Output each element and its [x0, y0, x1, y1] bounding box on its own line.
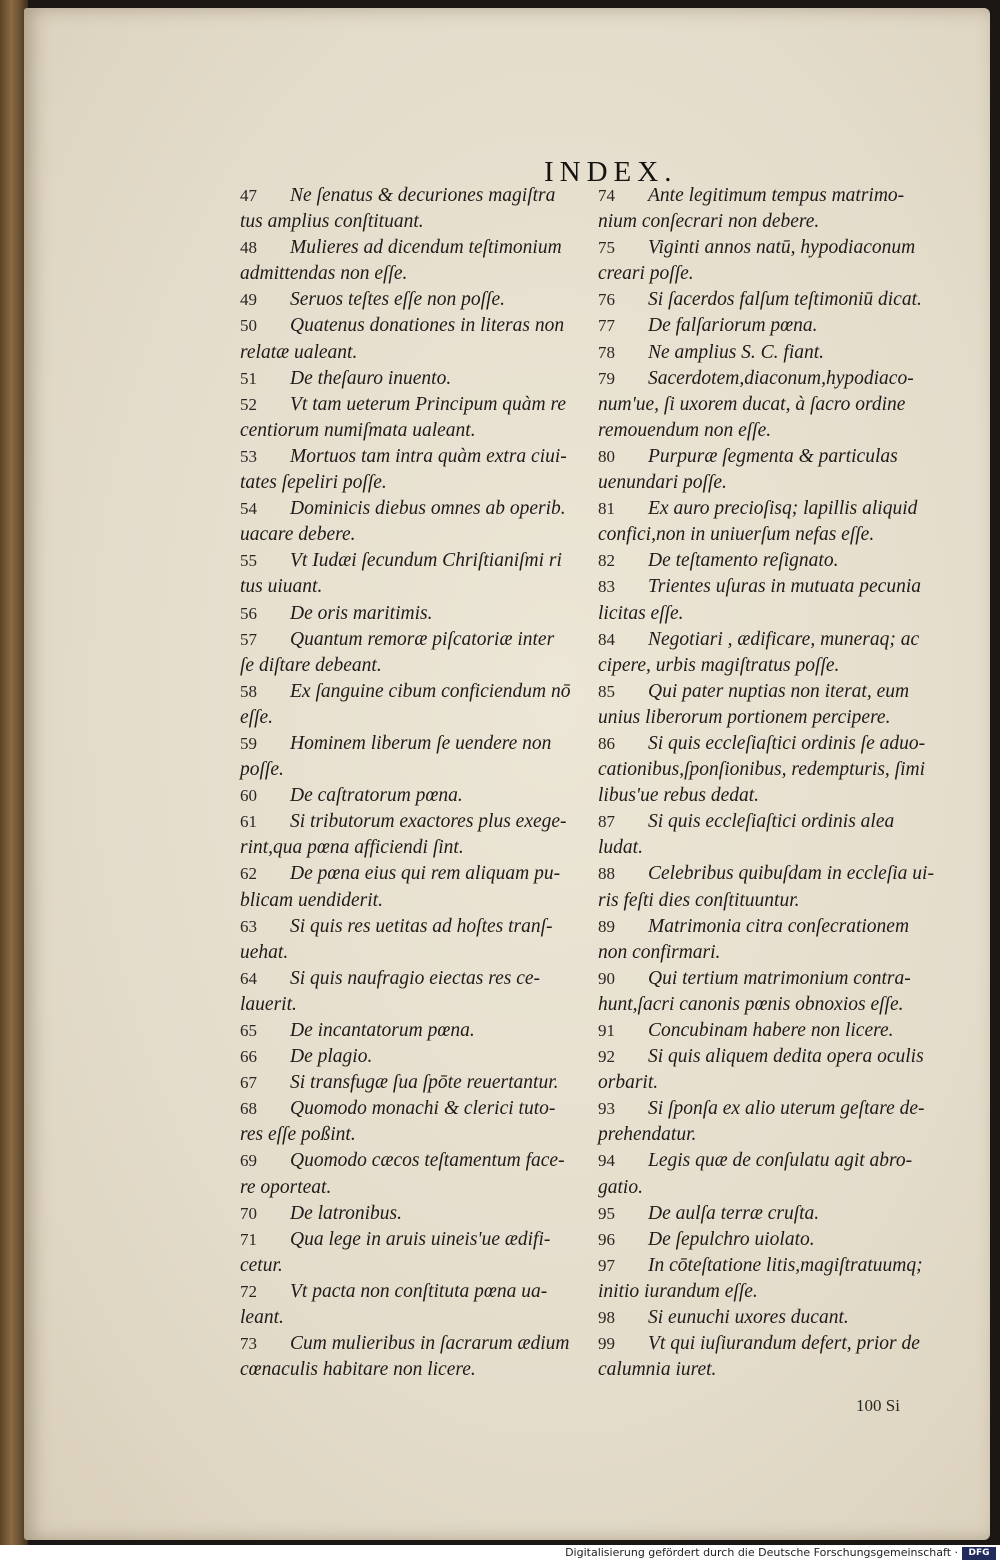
index-entry	[240, 679, 590, 731]
entry-first-line	[598, 1331, 948, 1357]
entry-text: De latronibus.	[290, 1202, 402, 1224]
index-entry	[598, 235, 948, 287]
index-entry	[240, 1096, 590, 1148]
entry-text: calumnia iuret.	[598, 1359, 717, 1381]
entry-text: Vt tam ueterum Principum quàm re	[290, 393, 567, 415]
entry-first-line	[240, 1227, 590, 1253]
entry-text: licitas eſſe.	[598, 602, 684, 624]
entry-text: uehat.	[240, 941, 289, 963]
index-entry	[240, 627, 590, 679]
entry-text: re oporteat.	[240, 1176, 332, 1198]
entry-first-line	[598, 444, 948, 470]
entry-number: 99	[598, 1334, 615, 1354]
entry-number: 83	[598, 577, 615, 597]
entry-text: Quantum remoræ piſcatoriæ inter	[290, 628, 555, 650]
entry-first-line	[240, 783, 590, 809]
entry-continuation-line	[598, 522, 948, 548]
index-entry	[240, 809, 590, 861]
entry-continuation-line	[240, 653, 590, 679]
entry-text: cationibus,ſponſionibus, redempturis, ſimi	[598, 759, 925, 781]
entry-first-line	[240, 679, 590, 705]
index-entry	[240, 914, 590, 966]
index-entry	[598, 548, 948, 574]
entry-text: De theſauro inuento.	[290, 367, 452, 389]
entry-first-line	[598, 1201, 948, 1227]
entry-continuation-line	[598, 653, 948, 679]
entry-first-line	[598, 1305, 948, 1331]
entry-continuation-line	[598, 261, 948, 287]
entry-continuation-line	[240, 261, 590, 287]
entry-text: Celebribus quibuſdam in eccleſia ui-	[648, 863, 934, 885]
entry-text: Ne amplius S. C. fiant.	[648, 341, 825, 363]
entry-text: prehendatur.	[598, 1124, 697, 1146]
entry-text: Qua lege in aruis uineis'ue ædifi-	[290, 1228, 551, 1250]
entry-text: Si quis res uetitas ad hoſtes tranſ-	[290, 915, 553, 937]
entry-number: 78	[598, 342, 615, 362]
entry-text: Mortuos tam intra quàm extra ciui-	[290, 445, 567, 467]
entry-first-line	[240, 366, 590, 392]
entry-number: 67	[240, 1073, 257, 1093]
entry-number: 61	[240, 812, 257, 832]
index-entry	[240, 1331, 590, 1383]
entry-text: Vt qui iuſiurandum defert, prior de	[648, 1333, 920, 1355]
index-entry	[598, 1253, 948, 1305]
entry-continuation-line	[598, 418, 948, 444]
index-entry	[598, 809, 948, 861]
footer-credit-text: Digitalisierung gefördert durch die Deutsche Forschungsgemeinschaft ·	[565, 1546, 958, 1559]
entry-continuation-line	[598, 1279, 948, 1305]
entry-text: tus uiuant.	[240, 576, 323, 598]
entry-text: De ſepulchro uiolato.	[648, 1228, 815, 1250]
entry-number: 72	[240, 1281, 257, 1301]
index-entry	[240, 1201, 590, 1227]
entry-text: Sacerdotem,diaconum,hypodiaco-	[648, 367, 914, 389]
index-entry	[240, 731, 590, 783]
entry-text: poſſe.	[240, 759, 284, 781]
entry-text: relatæ ualeant.	[240, 341, 358, 363]
entry-first-line	[240, 1044, 590, 1070]
entry-text: Concubinam habere non licere.	[648, 1020, 894, 1041]
entry-text: confici,non in uniuerſum nefas eſſe.	[598, 524, 875, 546]
entry-text: Quomodo cæcos teſtamentum face-	[290, 1150, 565, 1172]
entry-first-line	[240, 496, 590, 522]
entry-number: 62	[240, 864, 257, 884]
entry-number: 47	[240, 186, 257, 205]
index-entry	[240, 287, 590, 313]
entry-number: 58	[240, 681, 257, 701]
index-entry	[240, 1018, 590, 1044]
entry-text: blicam uendiderit.	[240, 889, 383, 911]
entry-number: 86	[598, 733, 615, 753]
entry-continuation-line	[240, 1122, 590, 1148]
entry-first-line	[598, 574, 948, 600]
index-column-right	[598, 183, 948, 1383]
entry-text: non confirmari.	[598, 941, 721, 963]
index-entry	[240, 548, 590, 600]
entry-continuation-line	[598, 992, 948, 1018]
entry-text: leant.	[240, 1307, 284, 1329]
entry-first-line	[240, 731, 590, 757]
entry-first-line	[598, 548, 948, 574]
entry-text: admittendas non eſſe.	[240, 263, 408, 285]
catchword: 100 Si	[856, 1396, 900, 1415]
index-entry	[240, 861, 590, 913]
entry-text: tus amplius conſtituant.	[240, 211, 424, 233]
entry-continuation-line	[598, 1357, 948, 1383]
entry-text: Vt Iudæi ſecundum Chriſtianiſmi ri	[290, 550, 562, 572]
index-entry	[598, 1148, 948, 1200]
entry-number: 88	[598, 864, 615, 884]
entry-number: 50	[240, 316, 257, 336]
index-entry	[240, 1279, 590, 1331]
entry-text: remouendum non eſſe.	[598, 419, 772, 441]
entry-first-line	[240, 313, 590, 339]
entry-number: 81	[598, 499, 615, 519]
entry-text: De caſtratorum pœna.	[290, 785, 463, 807]
entry-text: nium conſecrari non debere.	[598, 211, 820, 233]
entry-text: In cōteſtatione litis,magiſtratuumq;	[648, 1254, 923, 1276]
entry-number: 79	[598, 368, 615, 388]
entry-first-line	[240, 914, 590, 940]
entry-number: 87	[598, 812, 615, 832]
entry-number: 59	[240, 733, 257, 753]
entry-text: Qui tertium matrimonium contra-	[648, 967, 911, 989]
index-entry	[598, 1331, 948, 1383]
entry-text: De falſariorum pœna.	[648, 315, 818, 337]
entry-continuation-line	[598, 392, 948, 418]
entry-first-line	[598, 366, 948, 392]
entry-number: 60	[240, 786, 257, 806]
entry-text: Ex ſanguine cibum conficiendum nō	[290, 680, 571, 702]
index-entry	[240, 966, 590, 1018]
entry-first-line	[598, 914, 948, 940]
entry-continuation-line	[240, 1175, 590, 1201]
entry-text: De plagio.	[290, 1046, 373, 1068]
index-entry	[598, 861, 948, 913]
page-header: INDEX.	[544, 156, 678, 188]
entry-first-line	[240, 548, 590, 574]
index-entry	[598, 496, 948, 548]
entry-text: Si quis aliquem dedita opera oculis	[648, 1046, 924, 1068]
entry-first-line	[240, 966, 590, 992]
index-entry	[598, 1044, 948, 1096]
index-entry	[240, 183, 590, 235]
dfg-logo: DFG	[962, 1547, 996, 1560]
digitization-footer	[0, 1545, 1000, 1562]
entry-text: Ante legitimum tempus matrimo-	[648, 185, 905, 206]
entry-number: 97	[598, 1255, 615, 1275]
index-entry	[598, 444, 948, 496]
entry-text: initio iurandum eſſe.	[598, 1280, 758, 1302]
entry-continuation-line	[598, 835, 948, 861]
entry-continuation-line	[240, 470, 590, 496]
index-column-left	[240, 183, 590, 1383]
entry-first-line	[240, 1070, 590, 1096]
entry-number: 57	[240, 629, 257, 649]
entry-text: creari poſſe.	[598, 263, 694, 285]
index-entry	[240, 1070, 590, 1096]
index-entry	[598, 1201, 948, 1227]
entry-first-line	[598, 1044, 948, 1070]
entry-number: 93	[598, 1099, 615, 1119]
entry-text: tates ſepeliri poſſe.	[240, 472, 387, 494]
entry-text: ludat.	[598, 837, 643, 859]
entry-text: Mulieres ad dicendum teſtimonium	[290, 237, 562, 259]
entry-continuation-line	[598, 1122, 948, 1148]
index-entry	[598, 366, 948, 444]
entry-number: 75	[598, 238, 615, 258]
entry-continuation-line	[240, 705, 590, 731]
entry-continuation-line	[598, 1070, 948, 1096]
entry-continuation-line	[240, 1305, 590, 1331]
entry-text: uenundari poſſe.	[598, 472, 727, 494]
entry-number: 77	[598, 316, 615, 336]
entry-text: orbarit.	[598, 1072, 659, 1094]
entry-number: 74	[598, 186, 615, 205]
entry-number: 56	[240, 603, 257, 623]
entry-continuation-line	[240, 1253, 590, 1279]
index-entry	[240, 1148, 590, 1200]
entry-first-line	[598, 1018, 948, 1044]
index-entry	[598, 183, 948, 235]
entry-text: uacare debere.	[240, 524, 356, 546]
entry-continuation-line	[240, 574, 590, 600]
entry-continuation-line	[598, 601, 948, 627]
entry-first-line	[598, 1096, 948, 1122]
entry-text: gatio.	[598, 1176, 643, 1198]
entry-text: Si transfugæ ſua ſpōte reuertantur.	[290, 1072, 559, 1094]
entry-number: 48	[240, 238, 257, 258]
entry-text: unius liberorum portionem percipere.	[598, 706, 891, 728]
index-entry	[598, 574, 948, 626]
entry-number: 95	[598, 1203, 615, 1223]
entry-first-line	[598, 731, 948, 757]
entry-number: 98	[598, 1308, 615, 1328]
entry-number: 92	[598, 1047, 615, 1067]
entry-text: res eſſe poßint.	[240, 1124, 356, 1146]
index-entry	[598, 1018, 948, 1044]
index-entry	[598, 1096, 948, 1148]
entry-text: Ne ſenatus & decuriones magiſtra	[290, 185, 556, 206]
entry-continuation-line	[240, 992, 590, 1018]
entry-first-line	[240, 1018, 590, 1044]
entry-text: Vt pacta non conſtituta pœna ua-	[290, 1280, 548, 1302]
entry-text: centiorum numiſmata ualeant.	[240, 419, 476, 441]
index-entry	[598, 313, 948, 339]
index-entry	[240, 235, 590, 287]
entry-continuation-line	[598, 940, 948, 966]
entry-first-line	[598, 183, 948, 209]
entry-number: 52	[240, 394, 257, 414]
entry-first-line	[240, 444, 590, 470]
entry-number: 91	[598, 1021, 615, 1040]
entry-number: 70	[240, 1203, 257, 1223]
entry-first-line	[598, 1148, 948, 1174]
entry-first-line	[598, 679, 948, 705]
entry-first-line	[240, 1279, 590, 1305]
entry-first-line	[240, 1331, 590, 1357]
entry-text: Si eunuchi uxores ducant.	[648, 1307, 849, 1329]
index-entry	[240, 366, 590, 392]
entry-first-line	[598, 496, 948, 522]
entry-number: 53	[240, 446, 257, 466]
entry-number: 71	[240, 1229, 257, 1249]
entry-continuation-line	[240, 1357, 590, 1383]
entry-text: Trientes uſuras in mutuata pecunia	[648, 576, 921, 598]
entry-number: 65	[240, 1021, 257, 1040]
entry-number: 96	[598, 1229, 615, 1249]
entry-text: ſe diſtare debeant.	[240, 654, 382, 676]
index-entry	[240, 1044, 590, 1070]
entry-first-line	[598, 966, 948, 992]
entry-text: Seruos teſtes eſſe non poſſe.	[290, 289, 505, 311]
entry-text: Si ſacerdos falſum teſtimoniū dicat.	[648, 289, 922, 311]
entry-number: 64	[240, 968, 257, 988]
entry-continuation-line	[240, 209, 590, 235]
index-entry	[240, 313, 590, 365]
entry-first-line	[240, 287, 590, 313]
entry-text: eſſe.	[240, 706, 274, 728]
entry-text: Si quis eccleſiaſtici ordinis ſe aduo-	[648, 732, 926, 754]
entry-text: hunt,ſacri canonis pœnis obnoxios eſſe.	[598, 993, 904, 1015]
entry-first-line	[598, 1227, 948, 1253]
entry-number: 69	[240, 1151, 257, 1171]
entry-continuation-line	[240, 418, 590, 444]
entry-text: Hominem liberum ſe uendere non	[290, 732, 552, 754]
index-entry	[240, 1227, 590, 1279]
entry-first-line	[240, 392, 590, 418]
entry-text: De teſtamento reſignato.	[648, 550, 839, 572]
entry-first-line	[240, 1201, 590, 1227]
entry-first-line	[240, 861, 590, 887]
entry-number: 90	[598, 968, 615, 988]
entry-first-line	[598, 340, 948, 366]
entry-text: Negotiari , ædificare, muneraq; ac	[648, 628, 920, 650]
entry-text: De aulſa terræ cruſta.	[648, 1202, 820, 1224]
entry-first-line	[598, 287, 948, 313]
entry-number: 54	[240, 499, 257, 519]
index-entry	[598, 914, 948, 966]
entry-first-line	[240, 627, 590, 653]
entry-text: Purpuræ ſegmenta & particulas	[648, 445, 898, 467]
entry-continuation-line	[240, 835, 590, 861]
entry-first-line	[598, 1253, 948, 1279]
entry-continuation-line	[598, 470, 948, 496]
entry-number: 80	[598, 446, 615, 466]
entry-continuation-line	[598, 1175, 948, 1201]
entry-text: Dominicis diebus omnes ab operib.	[290, 498, 566, 520]
entry-first-line	[240, 183, 590, 209]
entry-text: De pœna eius qui rem aliquam pu-	[290, 863, 561, 885]
entry-number: 66	[240, 1047, 257, 1067]
index-entry	[240, 783, 590, 809]
entry-text: lauerit.	[240, 993, 297, 1015]
index-entry	[240, 444, 590, 496]
index-entry	[598, 1227, 948, 1253]
entry-first-line	[598, 861, 948, 887]
entry-text: Si quis eccleſiaſtici ordinis alea	[648, 811, 895, 833]
entry-continuation-line	[598, 757, 948, 783]
entry-number: 49	[240, 290, 257, 310]
entry-text: Matrimonia citra conſecrationem	[648, 915, 910, 937]
entry-text: Si ſponſa ex alio uterum geſtare de-	[648, 1098, 925, 1120]
index-entry	[598, 679, 948, 731]
entry-number: 94	[598, 1151, 615, 1171]
entry-text: De oris maritimis.	[290, 602, 433, 624]
entry-text: rint,qua pœna afficiendi ſint.	[240, 837, 464, 859]
entry-number: 82	[598, 551, 615, 571]
index-entry	[240, 601, 590, 627]
index-entry	[240, 392, 590, 444]
entry-first-line	[598, 313, 948, 339]
entry-text: Qui pater nuptias non iterat, eum	[648, 680, 910, 702]
entry-text: Ex auro precioſisq; lapillis aliquid	[648, 498, 918, 520]
entry-first-line	[598, 235, 948, 261]
entry-text: cetur.	[240, 1254, 283, 1276]
entry-number: 76	[598, 290, 615, 310]
entry-text: ris feſti dies conſtituuntur.	[598, 889, 800, 911]
entry-text: Quomodo monachi & clerici tuto-	[290, 1098, 556, 1120]
entry-number: 63	[240, 916, 257, 936]
entry-continuation-line	[240, 340, 590, 366]
index-entry	[240, 496, 590, 548]
index-entry	[598, 287, 948, 313]
entry-continuation-line	[240, 522, 590, 548]
entry-continuation-line	[598, 209, 948, 235]
entry-text: num'ue, ſi uxorem ducat, à ſacro ordine	[598, 393, 906, 415]
entry-text: libus'ue rebus dedat.	[598, 785, 760, 807]
entry-first-line	[240, 235, 590, 261]
entry-number: 55	[240, 551, 257, 571]
entry-text: Cum mulieribus in ſacrarum ædium	[290, 1333, 570, 1355]
entry-continuation-line	[240, 888, 590, 914]
entry-number: 51	[240, 368, 257, 388]
entry-first-line	[240, 1148, 590, 1174]
entry-first-line	[240, 601, 590, 627]
entry-number: 85	[598, 681, 615, 701]
entry-text: cœnaculis habitare non licere.	[240, 1359, 476, 1381]
entry-text: Si quis naufragio eiectas res ce-	[290, 967, 541, 989]
entry-continuation-line	[240, 940, 590, 966]
entry-first-line	[240, 1096, 590, 1122]
entry-continuation-line	[240, 757, 590, 783]
entry-number: 84	[598, 629, 615, 649]
entry-text: cipere, urbis magiſtratus poſſe.	[598, 654, 840, 676]
entry-first-line	[240, 809, 590, 835]
entry-text: De incantatorum pœna.	[290, 1020, 475, 1041]
entry-continuation-line	[598, 888, 948, 914]
entry-number: 89	[598, 916, 615, 936]
entry-continuation-line	[598, 783, 948, 809]
index-entry	[598, 340, 948, 366]
index-entry	[598, 731, 948, 809]
entry-continuation-line	[598, 705, 948, 731]
entry-text: Legis quæ de conſulatu agit abro-	[648, 1150, 913, 1172]
index-entry	[598, 966, 948, 1018]
entry-number: 73	[240, 1334, 257, 1354]
entry-first-line	[598, 809, 948, 835]
index-entry	[598, 1305, 948, 1331]
entry-text: Si tributorum exactores plus exege-	[290, 811, 567, 833]
entry-first-line	[598, 627, 948, 653]
index-entry	[598, 627, 948, 679]
entry-text: Quatenus donationes in literas non	[290, 315, 565, 337]
entry-number: 68	[240, 1099, 257, 1119]
entry-text: Viginti annos natū, hypodiaconum	[648, 237, 916, 259]
